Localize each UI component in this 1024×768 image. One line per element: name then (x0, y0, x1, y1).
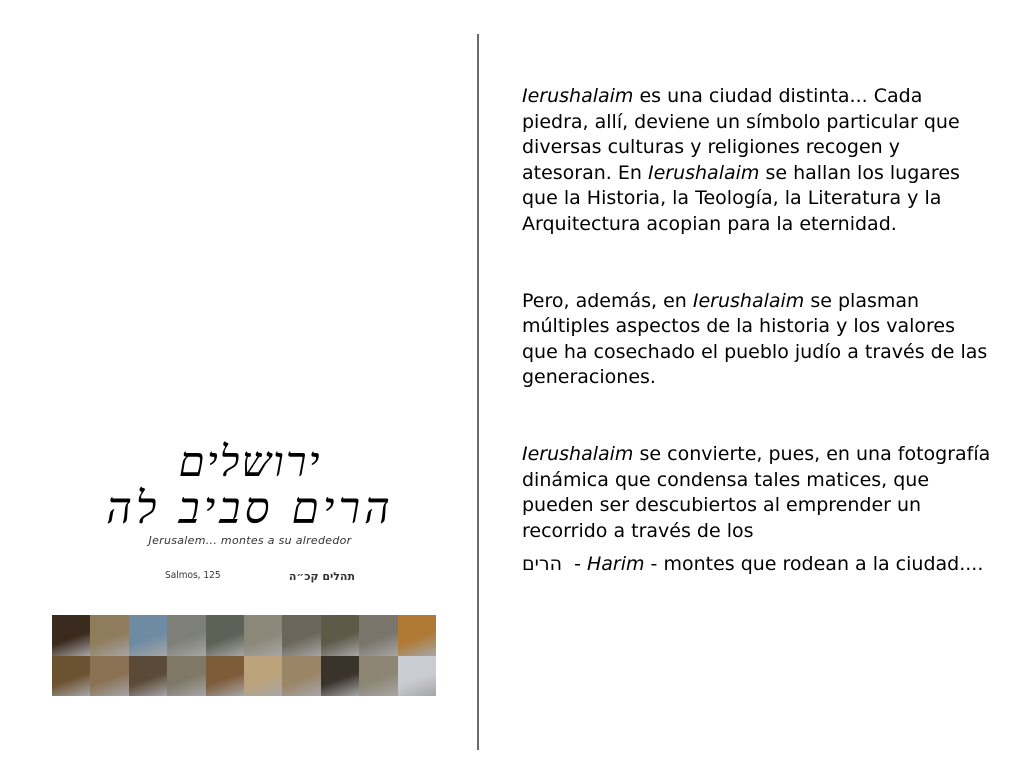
mosaic-photo-tile (129, 615, 167, 656)
mosaic-photo-tile (398, 615, 436, 656)
mosaic-photo-tile (167, 615, 205, 656)
text-span: es una ciudad distinta... Cada piedra, allí, deviene un símbolo particular que diversas culturas y religiones recogen y atesoran. En (522, 85, 960, 184)
hebrew-title: ירושלים (178, 437, 322, 486)
photo-mosaic (52, 615, 436, 696)
paragraph-3 (522, 442, 992, 544)
text-span: se plasman múltiples aspectos de la historia y los valores que ha cosechado el pueblo judío a través de las generaciones. (522, 289, 988, 389)
article-text (522, 84, 992, 578)
city-name: Ierushalaim (647, 161, 760, 184)
mosaic-photo-tile (244, 615, 282, 656)
latin-subtitle: Jerusalem... montes a su alrededor (148, 534, 352, 547)
cover-title (100, 438, 400, 547)
mosaic-photo-tile (398, 656, 436, 697)
hebrew-word: הרים (522, 553, 562, 576)
paragraph-2 (522, 289, 992, 391)
city-name: Ierushalaim (522, 442, 634, 465)
text-span: - montes que rodean a la ciudad.... (644, 553, 984, 576)
paragraph-1 (522, 84, 992, 238)
city-name: Ierushalaim (692, 289, 805, 312)
page-divider (477, 34, 479, 750)
mosaic-photo-tile (282, 656, 320, 697)
mosaic-photo-tile (90, 656, 128, 697)
text-span: se convierte, pues, en una fotografía dinámica que condensa tales matices, que pueden ser descubiertos al emprender un recorrido a través de los (522, 442, 991, 542)
mosaic-photo-tile (282, 615, 320, 656)
mosaic-photo-tile (359, 615, 397, 656)
text-span: se hallan los lugares que la Historia, la Teología, la Literatura y la Arquitectura acopian para la eternidad. (522, 161, 960, 235)
mosaic-photo-tile (52, 615, 90, 656)
mosaic-photo-tile (90, 615, 128, 656)
mosaic-photo-tile (167, 656, 205, 697)
mosaic-photo-tile (321, 656, 359, 697)
mosaic-photo-tile (206, 656, 244, 697)
hebrew-subtitle: הרים סביב לה (106, 483, 394, 534)
psalm-latin: Salmos, 125 (165, 570, 221, 581)
psalm-hebrew: תהלים קכ״ה (288, 570, 355, 583)
paragraph-4 (522, 552, 992, 578)
mosaic-photo-tile (129, 656, 167, 697)
harim-word: Harim (586, 553, 645, 576)
city-name: Ierushalaim (522, 85, 634, 107)
mosaic-photo-tile (244, 656, 282, 697)
text-span: - (562, 553, 587, 576)
mosaic-photo-tile (321, 615, 359, 656)
mosaic-photo-tile (52, 656, 90, 697)
psalm-reference (165, 570, 355, 586)
mosaic-photo-tile (206, 615, 244, 656)
mosaic-photo-tile (359, 656, 397, 697)
text-span: Pero, además, en (522, 289, 693, 312)
